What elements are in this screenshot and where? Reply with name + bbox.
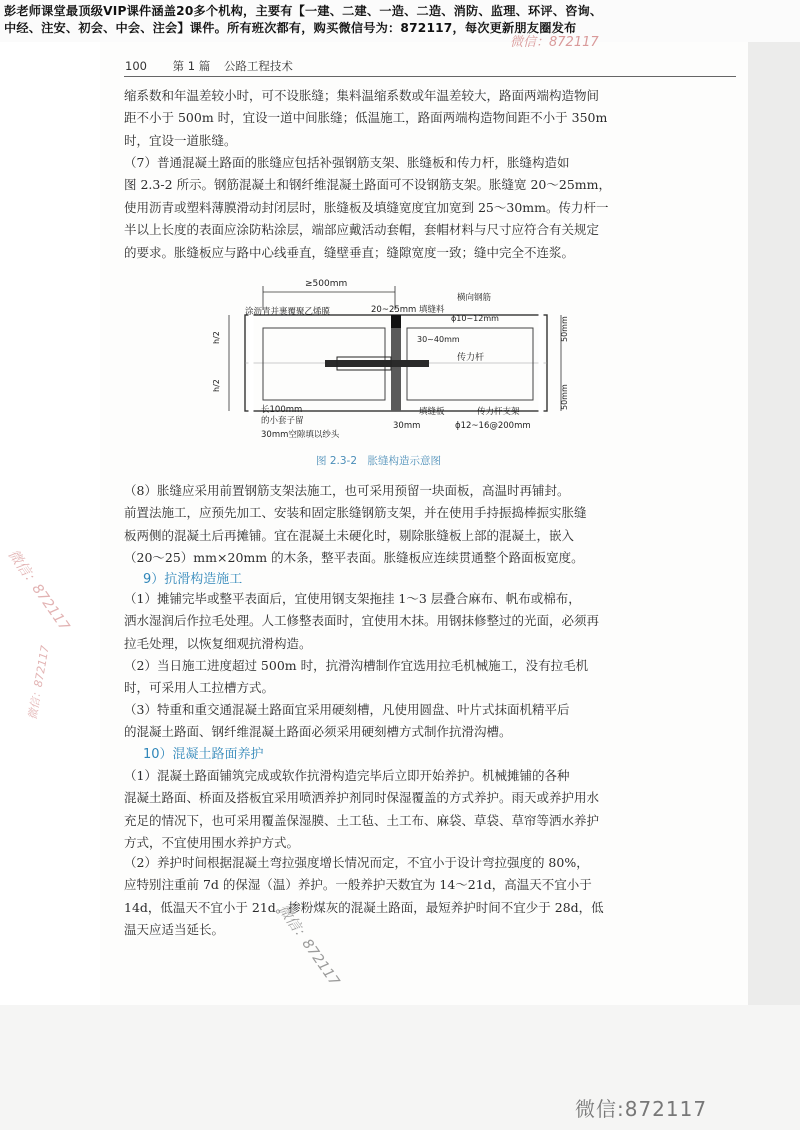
paragraph-8 xyxy=(124,852,744,942)
text-line: 图 2.3-2 所示。钢筋混凝土和钢纤维混凝土路面可不设钢筋支架。胀缝宽 20～25mm， xyxy=(124,177,611,193)
page-edge-shadow xyxy=(748,42,800,1005)
part-title: 公路工程技术 xyxy=(223,59,293,73)
text-line: 方式，不宜使用围水养护方式。 xyxy=(124,835,300,851)
text-line: 缩系数和年温差较小时，可不设胀缝；集料温缩系数或年温差较大，路面两端构造物间 xyxy=(124,88,600,103)
paragraph-1 xyxy=(124,85,744,152)
heading-9: 9）抗滑构造施工 xyxy=(143,572,243,587)
paragraph-7 xyxy=(124,765,744,855)
text-line: 距不小于 500m 时，宜设一道中间胀缝；低温施工，路面两端构造物间距不小于 350m xyxy=(124,110,608,126)
paragraph-3 xyxy=(124,480,744,570)
text-line: （1）混凝土路面铺筑完成或软作抗滑构造完毕后立即开始养护。机械摊铺的各种 xyxy=(124,768,570,783)
text-line: 时，宜设一道胀缝。 xyxy=(124,132,237,148)
paragraph-2 xyxy=(124,152,744,264)
text-line: 的混凝土路面、钢纤维混凝土路面必须采用硬刻槽方式制作抗滑沟槽。 xyxy=(124,724,512,740)
rebar-dia-label: ϕ10~12mm xyxy=(451,314,499,323)
mm50-top-label: 50mm xyxy=(560,316,569,342)
text-line: （2）养护时间根据混凝土弯拉强度增长情况而定，不宜小于设计弯拉强度的 80%， xyxy=(124,855,589,870)
cap-label-1: 长100mm xyxy=(261,405,303,415)
banner-line-1: 彭老师课堂最顶级VIP课件涵盖20多个机构，主要有【一建、二建、一造、二造、消防、监理、环评、咨询、 xyxy=(4,4,603,18)
watermark-left-2: 微信：872117 xyxy=(25,644,52,721)
paragraph-4 xyxy=(124,588,744,655)
header-rule xyxy=(124,76,736,77)
text-line: 板两侧的混凝土后再摊铺。宜在混凝土未硬化时，剔除胀缝板上部的混凝土，嵌入 xyxy=(124,527,575,543)
expansion-joint-diagram xyxy=(195,270,595,445)
text-line: 时，可采用人工拉槽方式。 xyxy=(124,680,275,696)
mm30-label: 30mm xyxy=(393,421,421,431)
page-number: 100 xyxy=(125,59,147,73)
text-line: （2）当日施工进度超过 500m 时，抗滑沟槽制作宜选用拉毛机械施工，没有拉毛机 xyxy=(124,658,589,673)
part-label: 第 1 篇 xyxy=(172,59,211,73)
support-spec-label: ϕ12~16@200mm xyxy=(455,421,531,431)
text-line: 使用沥青或塑料薄膜滑动封闭层时，胀缝板及填缝宽度宜加宽到 25～30mm。传力杆一 xyxy=(124,199,609,215)
watermark-bottom: 微信：872117 xyxy=(274,901,343,990)
text-line: （1）摊铺完毕或整平表面后，宜使用钢支架拖挂 1～3 层叠合麻布、帆布或棉布， xyxy=(124,591,581,606)
cap-label-3: 30mm空隙填以纱头 xyxy=(261,430,340,440)
joint-filler xyxy=(391,315,401,328)
mm50-bottom-label: 50mm xyxy=(560,384,569,410)
text-line: 前置法施工，应预先加工、安装和固定胀缝钢筋支架，并在使用手持振捣棒振实胀缝 xyxy=(124,505,587,521)
running-header xyxy=(125,58,293,74)
watermark-left-1: 微信：872117 xyxy=(4,546,73,635)
text-line: 拉毛处理，以恢复细观抗滑构造。 xyxy=(124,635,312,651)
banner-line-2: 中经、注安、初会、中会、注会】课件。所有班次都有，购买微信号为：872117，每次更新朋友圈发布 xyxy=(4,21,577,35)
cap-label-2: 的小套子留 xyxy=(261,416,304,426)
h2-bottom-label: h/2 xyxy=(212,379,221,392)
paragraph-5 xyxy=(124,655,744,700)
gap-label: 20~25mm 填缝料 xyxy=(371,305,445,315)
text-line: （7）普通混凝土路面的胀缝应包括补强钢筋支架、胀缝板和传力杆，胀缝构造如 xyxy=(124,155,570,170)
text-line: 应特别注重前 7d 的保湿（温）养护。一般养护天数宜为 14～21d，高温天不宜小于 xyxy=(124,877,592,893)
dim-30-40-label: 30~40mm xyxy=(417,335,460,344)
support-label: 传力杆支架 xyxy=(477,407,520,417)
dowel-label: 传力杆 xyxy=(457,353,485,363)
text-line: 温天应适当延长。 xyxy=(124,922,225,938)
text-line: 洒水湿润后作拉毛处理。人工修整表面时，宜使用木抹。用钢抹修整过的光面，必须再 xyxy=(124,613,600,629)
text-line: 充足的情况下，也可采用覆盖保湿膜、土工毡、土工布、麻袋、草袋、草帘等洒水养护 xyxy=(124,812,600,828)
dowel-bar xyxy=(325,360,429,367)
top-banner xyxy=(0,0,800,42)
text-line: 14d，低温天不宜小于 21d。掺粉煤灰的混凝土路面，最短养护时间不宜少于 28d，低 xyxy=(124,899,604,915)
paragraph-6 xyxy=(124,699,744,744)
text-line: 半以上长度的表面应涂防粘涂层，端部应戴活动套帽，套帽材料与尺寸应符合有关规定 xyxy=(124,222,600,238)
text-line: （3）特重和重交通混凝土路面宜采用硬刻槽，凡使用圆盘、叶片式抹面机精平后 xyxy=(124,702,570,717)
rebar-label: 横向钢筋 xyxy=(457,293,492,303)
text-line: （8）胀缝应采用前置钢筋支架法施工，也可采用预留一块面板，高温时再铺封。 xyxy=(124,483,570,498)
dim-500-label: ≥500mm xyxy=(305,279,348,289)
text-line: 混凝土路面、桥面及搭板宜采用喷洒养护剂同时保湿覆盖的方式养护。雨天或养护用水 xyxy=(124,790,600,806)
joint-board xyxy=(391,328,401,411)
asphalt-label: 涂沥青并裹覆聚乙烯膜 xyxy=(245,307,331,317)
figure-caption: 图 2.3-2 胀缝构造示意图 xyxy=(316,455,442,467)
watermark-top: 微信：872117 xyxy=(510,35,599,50)
footer-watermark: 微信:872117 xyxy=(575,1097,708,1121)
heading-10: 10）混凝土路面养护 xyxy=(143,747,264,762)
text-line: （20～25）mm×20mm 的木条，整平表面。胀缝板应连续贯通整个路面板宽度。 xyxy=(124,550,584,566)
h2-top-label: h/2 xyxy=(212,331,221,344)
text-line: 的要求。胀缝板应与路中心线垂直，缝壁垂直；缝隙宽度一致；缝中完全不连浆。 xyxy=(124,244,575,260)
board-label: 填缝板 xyxy=(419,407,445,417)
